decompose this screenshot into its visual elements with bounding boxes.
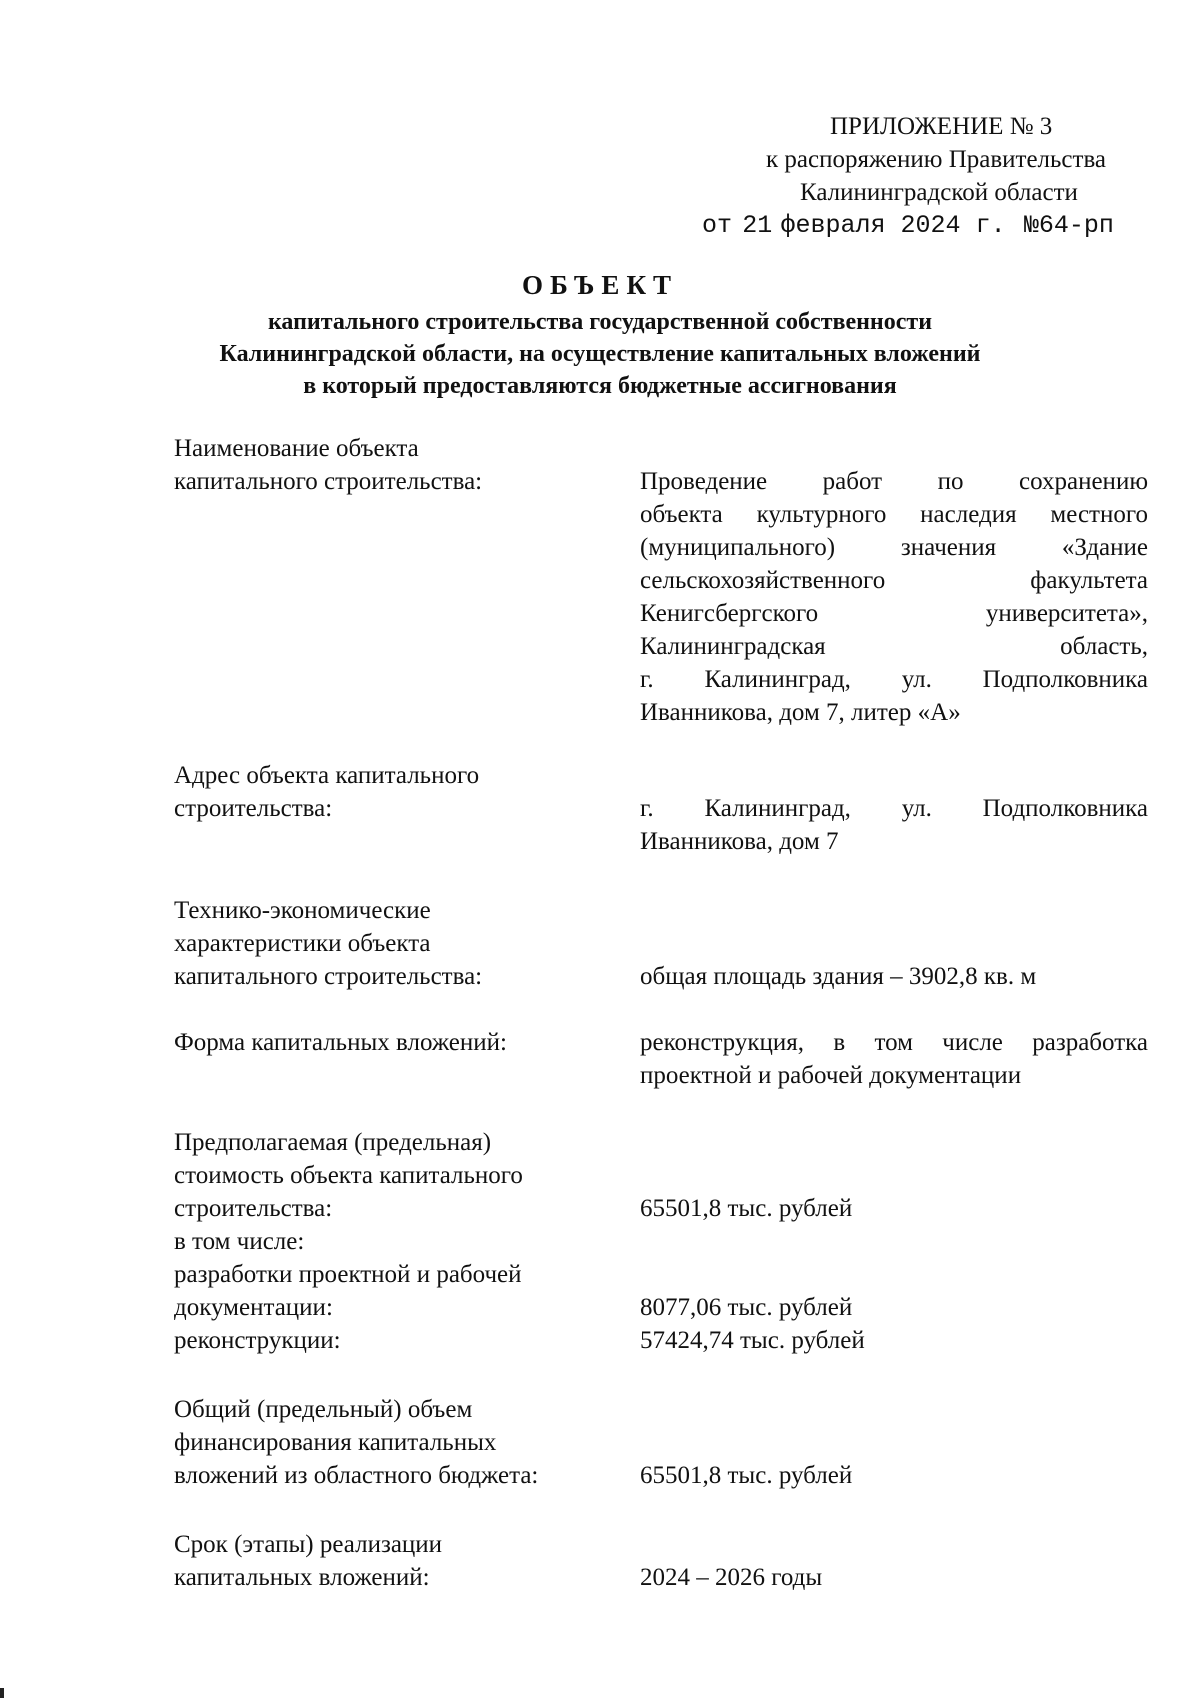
name-label-2: капитального строительства: xyxy=(174,468,483,495)
specs-label-1: Технико-экономические xyxy=(174,897,431,924)
address-label-1: Адрес объекта капитального xyxy=(174,762,480,789)
name-value-line: сельскохозяйственного факультета xyxy=(640,567,1148,594)
funding-label-3: вложений из областного бюджета: xyxy=(174,1462,539,1489)
title-line-2: Калининградской области, на осуществление капитальных вложений xyxy=(219,341,981,367)
appendix-number: ПРИЛОЖЕНИЕ № 3 xyxy=(830,113,1053,140)
form-value-line-2: проектной и рабочей документации xyxy=(640,1062,1022,1089)
name-value-line: Проведение работ по сохранению xyxy=(640,468,1148,495)
funding-label-1: Общий (предельный) объем xyxy=(174,1396,473,1423)
specs-label-2: характеристики объекта xyxy=(174,930,431,957)
appendix-to-order: к распоряжению Правительства xyxy=(766,146,1107,173)
form-value xyxy=(640,1026,1148,1092)
cost-design xyxy=(640,1291,1148,1324)
appendix-date xyxy=(702,208,1114,242)
specs-label-3: капитального строительства: xyxy=(174,963,483,990)
name-value-line: Калининградская область, xyxy=(640,633,1148,660)
term-label-1: Срок (этапы) реализации xyxy=(174,1531,443,1558)
funding-label-2: финансирования капитальных xyxy=(174,1429,497,1456)
cost-label-4: в том числе: xyxy=(174,1228,305,1255)
name-value xyxy=(640,465,1148,729)
cost-label-6: документации: xyxy=(174,1294,333,1321)
address-label-2: строительства: xyxy=(174,795,333,822)
funding-value xyxy=(640,1459,1148,1492)
name-label-1: Наименование объекта xyxy=(174,435,419,462)
appendix-region: Калининградской области xyxy=(800,179,1078,206)
specs-value-text: общая площадь здания – 3902,8 кв. м xyxy=(640,963,1037,990)
specs-value xyxy=(640,960,1148,993)
date-rest: февраля 2024 г. xyxy=(780,211,1006,240)
cost-label-2: стоимость объекта капитального xyxy=(174,1162,523,1189)
funding-value-text: 65501,8 тыс. рублей xyxy=(640,1462,853,1489)
form-value-line-1: реконструкция, в том числе разработка xyxy=(640,1029,1148,1056)
title-line-3: в который предоставляются бюджетные ассигнования xyxy=(303,373,897,399)
cost-reconstruction-text: 57424,74 тыс. рублей xyxy=(640,1327,865,1354)
cost-label-5: разработки проектной и рабочей xyxy=(174,1261,522,1288)
date-day: 21 xyxy=(742,211,773,240)
cost-total xyxy=(640,1192,1148,1225)
date-prefix: от xyxy=(702,211,733,240)
cost-label-7: реконструкции: xyxy=(174,1327,341,1354)
term-value xyxy=(640,1561,1148,1594)
doc-number: №64-рп xyxy=(1023,211,1114,240)
name-value-line: Кенигсбергского университета», xyxy=(640,600,1148,627)
cost-label-3: строительства: xyxy=(174,1195,333,1222)
name-value-line: Иванникова, дом 7, литер «А» xyxy=(640,699,961,726)
title-main: ОБЪЕКТ xyxy=(521,270,679,300)
cost-design-text: 8077,06 тыс. рублей xyxy=(640,1294,853,1321)
cost-label-1: Предполагаемая (предельная) xyxy=(174,1129,492,1156)
address-value xyxy=(640,792,1148,858)
form-label: Форма капитальных вложений: xyxy=(174,1029,507,1056)
address-value-line-2: Иванникова, дом 7 xyxy=(640,828,839,855)
address-value-line-1: г. Калининград, ул. Подполковника xyxy=(640,795,1148,822)
name-value-line: объекта культурного наследия местного xyxy=(640,501,1148,528)
cost-total-text: 65501,8 тыс. рублей xyxy=(640,1195,853,1222)
term-value-text: 2024 – 2026 годы xyxy=(640,1564,823,1591)
cost-reconstruction xyxy=(640,1324,1148,1357)
name-value-line: (муниципального) значения «Здание xyxy=(640,534,1148,561)
title-line-1: капитального строительства государственной собственности xyxy=(267,309,933,335)
name-value-line: г. Калининград, ул. Подполковника xyxy=(640,666,1148,693)
term-label-2: капитальных вложений: xyxy=(174,1564,430,1591)
scan-mark xyxy=(0,1688,4,1698)
